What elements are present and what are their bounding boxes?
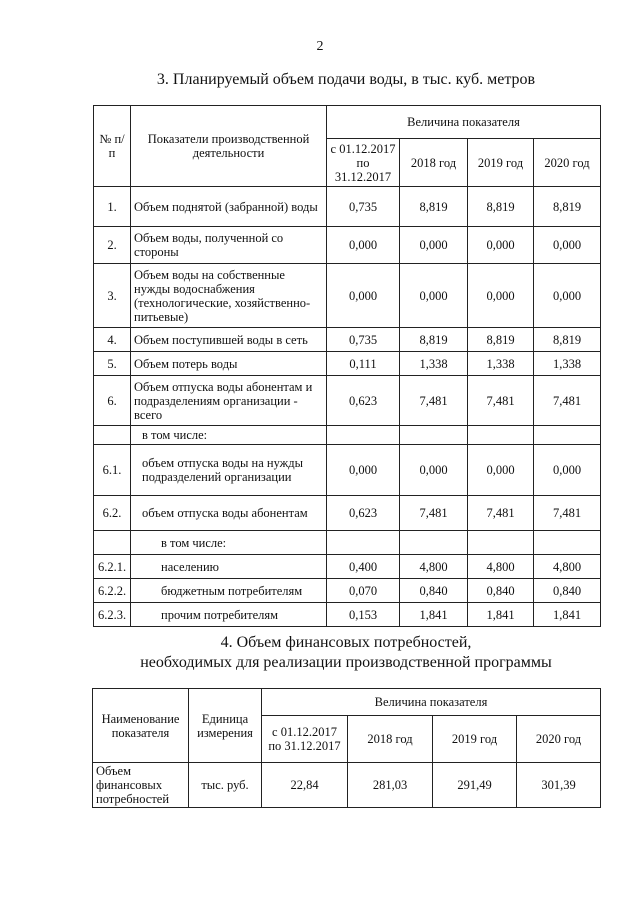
financial-needs-table <box>92 688 601 808</box>
row-value: 0,000 <box>468 227 534 264</box>
row-value <box>468 426 534 445</box>
header-period: с 01.12.2017 по 31.12.2017 <box>327 139 400 187</box>
row-name: в том числе: <box>131 426 327 445</box>
row-num: 2. <box>94 227 131 264</box>
header-num: № п/п <box>94 106 131 187</box>
row-name: Объем воды на собственные нужды водоснабжения (технологические, хозяйственно-питьевые) <box>131 264 327 328</box>
row-value: 0,840 <box>468 579 534 603</box>
row-name: населению <box>131 555 327 579</box>
row-value: 301,39 <box>517 763 601 808</box>
row-value: 0,000 <box>534 264 601 328</box>
row-value: 1,338 <box>534 352 601 376</box>
row-value: 0,735 <box>327 187 400 227</box>
row-value: 0,000 <box>400 227 468 264</box>
row-name: прочим потребителям <box>131 603 327 627</box>
table-row <box>94 531 601 555</box>
section-4-title <box>0 633 640 673</box>
row-value <box>400 426 468 445</box>
table-row <box>94 426 601 445</box>
table-row <box>94 328 601 352</box>
row-value: 0,000 <box>400 445 468 496</box>
row-value: 4,800 <box>534 555 601 579</box>
row-name: Объем финансовых потребностей <box>93 763 189 808</box>
row-value <box>327 531 400 555</box>
row-value: 1,841 <box>468 603 534 627</box>
row-num: 6. <box>94 376 131 426</box>
row-value: 0,000 <box>327 227 400 264</box>
table-row <box>94 227 601 264</box>
row-value: 7,481 <box>400 496 468 531</box>
row-value: 0,111 <box>327 352 400 376</box>
row-value: 0,000 <box>327 264 400 328</box>
header-value-group: Величина показателя <box>327 106 601 139</box>
row-value: 7,481 <box>534 376 601 426</box>
header-period: 2018 год <box>400 139 468 187</box>
row-value: 8,819 <box>534 187 601 227</box>
row-value: 7,481 <box>400 376 468 426</box>
row-num: 4. <box>94 328 131 352</box>
row-value: 291,49 <box>433 763 517 808</box>
row-value: 7,481 <box>468 496 534 531</box>
header-period: 2020 год <box>517 716 601 763</box>
table-row <box>94 187 601 227</box>
section-3-title: 3. Планируемый объем подачи воды, в тыс. куб. метров <box>156 71 536 88</box>
row-name: бюджетным потребителям <box>131 579 327 603</box>
header-value-group: Величина показателя <box>262 689 601 716</box>
table-row <box>94 376 601 426</box>
row-value <box>400 531 468 555</box>
row-value: 281,03 <box>348 763 433 808</box>
page-number: 2 <box>316 39 324 54</box>
row-unit: тыс. руб. <box>189 763 262 808</box>
row-value: 4,800 <box>468 555 534 579</box>
row-value: 1,841 <box>400 603 468 627</box>
row-value: 0,000 <box>534 227 601 264</box>
table-row <box>94 603 601 627</box>
row-value <box>534 426 601 445</box>
row-num: 6.1. <box>94 445 131 496</box>
row-value <box>327 426 400 445</box>
row-name: Объем поднятой (забранной) воды <box>131 187 327 227</box>
table-row <box>94 264 601 328</box>
row-value: 0,000 <box>534 445 601 496</box>
row-value: 0,623 <box>327 376 400 426</box>
header-period: с 01.12.2017 по 31.12.2017 <box>262 716 348 763</box>
row-value: 8,819 <box>534 328 601 352</box>
row-value: 8,819 <box>468 328 534 352</box>
row-num: 6.2.2. <box>94 579 131 603</box>
row-value: 8,819 <box>468 187 534 227</box>
row-num: 5. <box>94 352 131 376</box>
section-4-title-line2: необходимых для реализации производственной программы <box>140 654 552 671</box>
table-row <box>94 579 601 603</box>
header-period: 2019 год <box>468 139 534 187</box>
row-name: Объем отпуска воды абонентам и подразделениям организации - всего <box>131 376 327 426</box>
header-indicator: Показатели производственной деятельности <box>131 106 327 187</box>
row-value: 0,153 <box>327 603 400 627</box>
header-period: 2020 год <box>534 139 601 187</box>
row-num: 1. <box>94 187 131 227</box>
table-row <box>94 445 601 496</box>
water-supply-table <box>93 105 601 627</box>
row-name: объем отпуска воды абонентам <box>131 496 327 531</box>
row-name: объем отпуска воды на нужды подразделений организации <box>131 445 327 496</box>
row-num: 3. <box>94 264 131 328</box>
row-value: 1,338 <box>400 352 468 376</box>
row-value: 22,84 <box>262 763 348 808</box>
table-row <box>94 496 601 531</box>
row-name: Объем воды, полученной со стороны <box>131 227 327 264</box>
header-unit: Единица измерения <box>189 689 262 763</box>
header-name: Наименование показателя <box>93 689 189 763</box>
row-value: 1,841 <box>534 603 601 627</box>
row-name: Объем потерь воды <box>131 352 327 376</box>
row-num: 6.2.1. <box>94 555 131 579</box>
row-value: 1,338 <box>468 352 534 376</box>
row-value: 7,481 <box>468 376 534 426</box>
row-value: 8,819 <box>400 328 468 352</box>
header-period: 2019 год <box>433 716 517 763</box>
row-value: 0,000 <box>468 445 534 496</box>
row-num: 6.2.3. <box>94 603 131 627</box>
row-value: 0,400 <box>327 555 400 579</box>
row-value: 0,840 <box>534 579 601 603</box>
row-value: 0,000 <box>327 445 400 496</box>
row-num <box>94 531 131 555</box>
row-value: 0,840 <box>400 579 468 603</box>
row-value: 7,481 <box>534 496 601 531</box>
row-value: 0,000 <box>400 264 468 328</box>
row-value: 0,000 <box>468 264 534 328</box>
row-value <box>468 531 534 555</box>
row-value: 4,800 <box>400 555 468 579</box>
row-name: Объем поступившей воды в сеть <box>131 328 327 352</box>
section-4-title-line1: 4. Объем финансовых потребностей, <box>220 634 472 651</box>
row-num: 6.2. <box>94 496 131 531</box>
row-value: 0,623 <box>327 496 400 531</box>
row-value <box>534 531 601 555</box>
row-name: в том числе: <box>131 531 327 555</box>
row-value: 0,070 <box>327 579 400 603</box>
row-value: 8,819 <box>400 187 468 227</box>
row-num <box>94 426 131 445</box>
table-row <box>94 555 601 579</box>
table-row <box>94 352 601 376</box>
header-period: 2018 год <box>348 716 433 763</box>
row-value: 0,735 <box>327 328 400 352</box>
table-row <box>93 763 601 808</box>
